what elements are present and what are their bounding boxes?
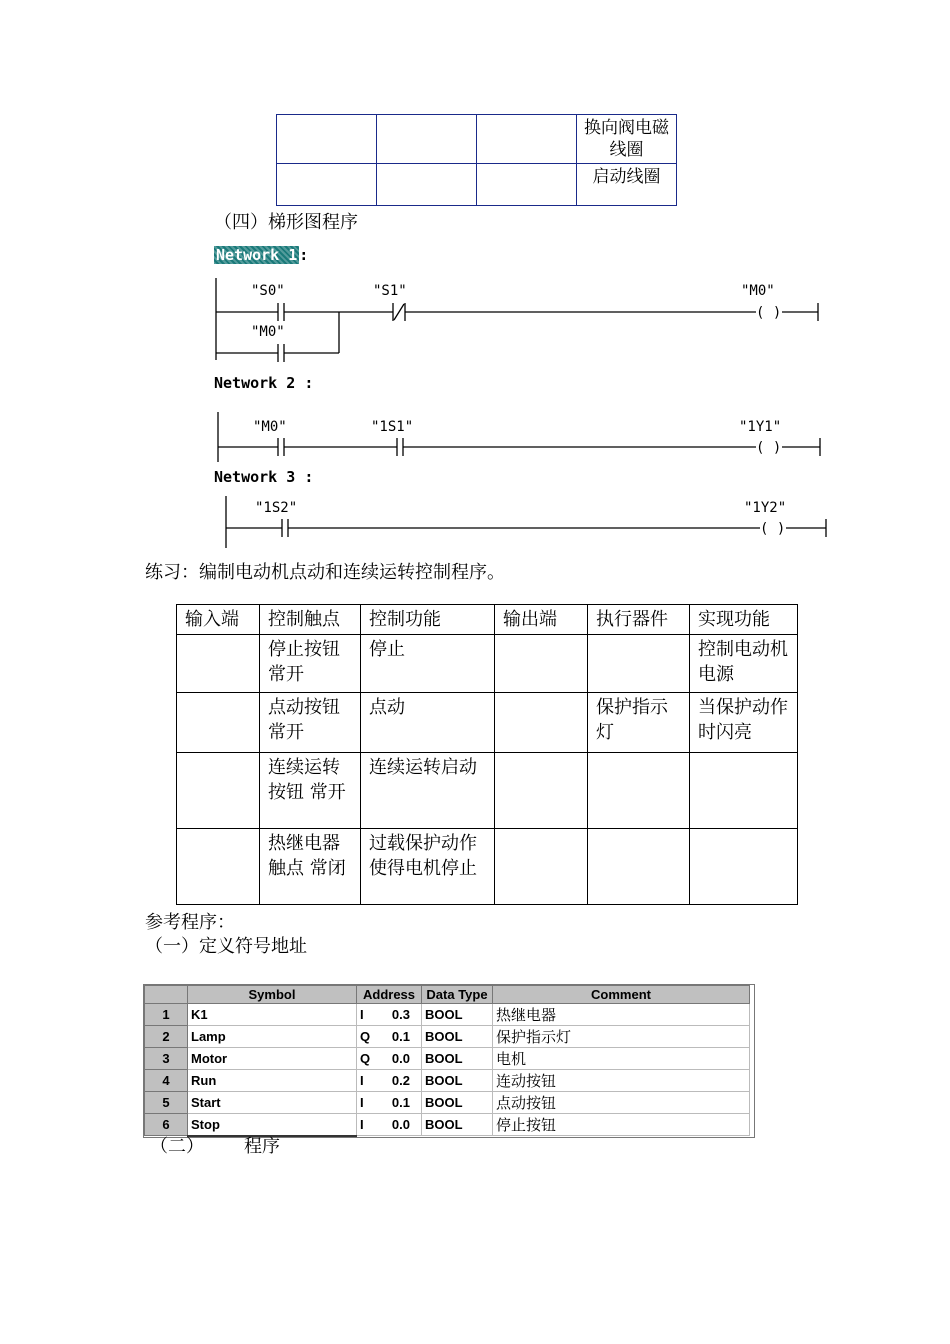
table-cell: 保护指示灯 xyxy=(588,693,690,753)
network-title xyxy=(214,468,313,486)
table-cell xyxy=(690,753,798,829)
table-cell xyxy=(177,753,260,829)
address-value: 0.1 xyxy=(391,1029,410,1044)
address-area: I xyxy=(360,1073,364,1088)
table-header: 控制触点 xyxy=(260,605,361,635)
datatype-cell[interactable]: BOOL xyxy=(422,1114,493,1136)
program-title-number: （二） xyxy=(150,1136,204,1157)
table-cell xyxy=(588,829,690,905)
network-colon: : xyxy=(299,246,309,264)
table-cell: 换向阀电磁线圈 xyxy=(577,115,677,164)
network-3-label: Network 3 xyxy=(214,468,296,486)
table-cell: 控制电动机电源 xyxy=(690,635,798,693)
contact-label-s0: "S0" xyxy=(251,283,285,299)
table-cell xyxy=(177,635,260,693)
row-number[interactable]: 3 xyxy=(145,1048,188,1070)
table-cell xyxy=(588,635,690,693)
table-cell xyxy=(177,693,260,753)
table-row xyxy=(177,635,798,693)
program-title-text: 程序 xyxy=(244,1136,280,1157)
comment-cell[interactable]: 点动按钮 xyxy=(493,1092,750,1114)
address-value: 0.0 xyxy=(391,1117,410,1132)
table-row xyxy=(177,753,798,829)
table-cell xyxy=(495,753,588,829)
address-value: 0.0 xyxy=(391,1051,410,1066)
program-title xyxy=(150,1132,280,1158)
coil-symbol: ( ) xyxy=(756,440,782,456)
symbol-cell[interactable]: K1 xyxy=(188,1004,357,1026)
contact-label-m0: "M0" xyxy=(253,419,287,435)
network-colon: : xyxy=(304,468,314,486)
datatype-cell[interactable]: BOOL xyxy=(422,1026,493,1048)
table-header: 实现功能 xyxy=(690,605,798,635)
address-cell[interactable] xyxy=(357,1070,422,1092)
table-cell xyxy=(690,829,798,905)
network-2-label: Network 2 xyxy=(214,374,296,392)
define-symbols-title: （一）定义符号地址 xyxy=(145,936,307,957)
address-cell[interactable] xyxy=(357,1026,422,1048)
table-header: 输入端 xyxy=(177,605,260,635)
contact-label-1s1: "1S1" xyxy=(371,419,414,435)
table-cell: 停止按钮 常开 xyxy=(260,635,361,693)
table-cell: 当保护动作时闪亮 xyxy=(690,693,798,753)
symbol-header-row xyxy=(145,986,750,1004)
address-area: I xyxy=(360,1117,364,1132)
symbol-table xyxy=(143,984,755,1138)
address-value: 0.1 xyxy=(391,1095,410,1110)
table-cell xyxy=(177,829,260,905)
contact-label-s1: "S1" xyxy=(373,283,407,299)
section-title-ladder: （四）梯形图程序 xyxy=(214,212,358,233)
contact-label-m0: "M0" xyxy=(251,324,285,340)
address-column-header[interactable]: Address xyxy=(357,986,422,1004)
symbol-row[interactable] xyxy=(145,1004,750,1026)
comment-cell[interactable]: 停止按钮 xyxy=(493,1114,750,1136)
address-cell[interactable] xyxy=(357,1004,422,1026)
table-header: 执行器件 xyxy=(588,605,690,635)
symbol-cell[interactable]: Start xyxy=(188,1092,357,1114)
table-cell xyxy=(588,753,690,829)
comment-cell[interactable]: 热继电器 xyxy=(493,1004,750,1026)
address-cell[interactable] xyxy=(357,1114,422,1136)
datatype-column-header[interactable]: Data Type xyxy=(422,986,493,1004)
table-cell: 连续运转启动 xyxy=(361,753,495,829)
table-cell xyxy=(495,829,588,905)
comment-cell[interactable]: 电机 xyxy=(493,1048,750,1070)
table-cell: 过载保护动作使得电机停止 xyxy=(361,829,495,905)
row-number[interactable]: 6 xyxy=(145,1114,188,1136)
datatype-cell[interactable]: BOOL xyxy=(422,1070,493,1092)
symbol-cell[interactable]: Run xyxy=(188,1070,357,1092)
row-number-header[interactable] xyxy=(145,986,188,1004)
row-number[interactable]: 1 xyxy=(145,1004,188,1026)
address-area: I xyxy=(360,1095,364,1110)
table-row xyxy=(177,693,798,753)
table-cell: 点动 xyxy=(361,693,495,753)
table-row xyxy=(177,829,798,905)
symbol-row[interactable] xyxy=(145,1070,750,1092)
datatype-cell[interactable]: BOOL xyxy=(422,1092,493,1114)
address-cell[interactable] xyxy=(357,1092,422,1114)
coil-symbol: ( ) xyxy=(756,305,782,321)
symbol-row[interactable] xyxy=(145,1092,750,1114)
table-cell xyxy=(495,693,588,753)
symbol-row[interactable] xyxy=(145,1026,750,1048)
reference-title: 参考程序： xyxy=(145,912,235,933)
network-1-label: Network 1 xyxy=(216,246,298,264)
table-cell: 连续运转按钮 常开 xyxy=(260,753,361,829)
table-cell: 点动按钮 常开 xyxy=(260,693,361,753)
comment-cell[interactable]: 连动按钮 xyxy=(493,1070,750,1092)
row-number[interactable]: 4 xyxy=(145,1070,188,1092)
table-header-row xyxy=(177,605,798,635)
address-cell[interactable] xyxy=(357,1048,422,1070)
table-cell: 启动线圈 xyxy=(577,164,677,206)
coil-label-m0: "M0" xyxy=(741,283,775,299)
symbol-cell[interactable]: Stop xyxy=(188,1114,357,1136)
address-area: Q xyxy=(360,1051,371,1066)
exercise-title: 练习：编制电动机点动和连续运转控制程序。 xyxy=(145,562,505,583)
symbol-cell[interactable]: Motor xyxy=(188,1048,357,1070)
symbol-column-header[interactable]: Symbol xyxy=(188,986,357,1004)
address-area: I xyxy=(360,1007,364,1022)
table-cell: 热继电器触点 常闭 xyxy=(260,829,361,905)
exercise-table xyxy=(176,604,798,905)
datatype-cell[interactable]: BOOL xyxy=(422,1004,493,1026)
table-cell xyxy=(495,635,588,693)
contact-label-1s2: "1S2" xyxy=(255,500,298,516)
symbol-row[interactable] xyxy=(145,1048,750,1070)
comment-cell[interactable]: 保护指示灯 xyxy=(493,1026,750,1048)
coil-label-1y2: "1Y2" xyxy=(744,500,787,516)
address-value: 0.3 xyxy=(391,1007,410,1022)
network-title xyxy=(214,246,308,264)
comment-column-header[interactable]: Comment xyxy=(493,986,750,1004)
symbol-cell[interactable]: Lamp xyxy=(188,1026,357,1048)
network-colon: : xyxy=(304,374,314,392)
table-cell: 停止 xyxy=(361,635,495,693)
table-header: 输出端 xyxy=(495,605,588,635)
row-number[interactable]: 5 xyxy=(145,1092,188,1114)
network-title xyxy=(214,374,313,392)
table-header: 控制功能 xyxy=(361,605,495,635)
datatype-cell[interactable]: BOOL xyxy=(422,1048,493,1070)
coil-symbol: ( ) xyxy=(760,521,786,537)
row-number[interactable]: 2 xyxy=(145,1026,188,1048)
coil-label-1y1: "1Y1" xyxy=(739,419,782,435)
address-value: 0.2 xyxy=(391,1073,410,1088)
address-area: Q xyxy=(360,1029,371,1044)
